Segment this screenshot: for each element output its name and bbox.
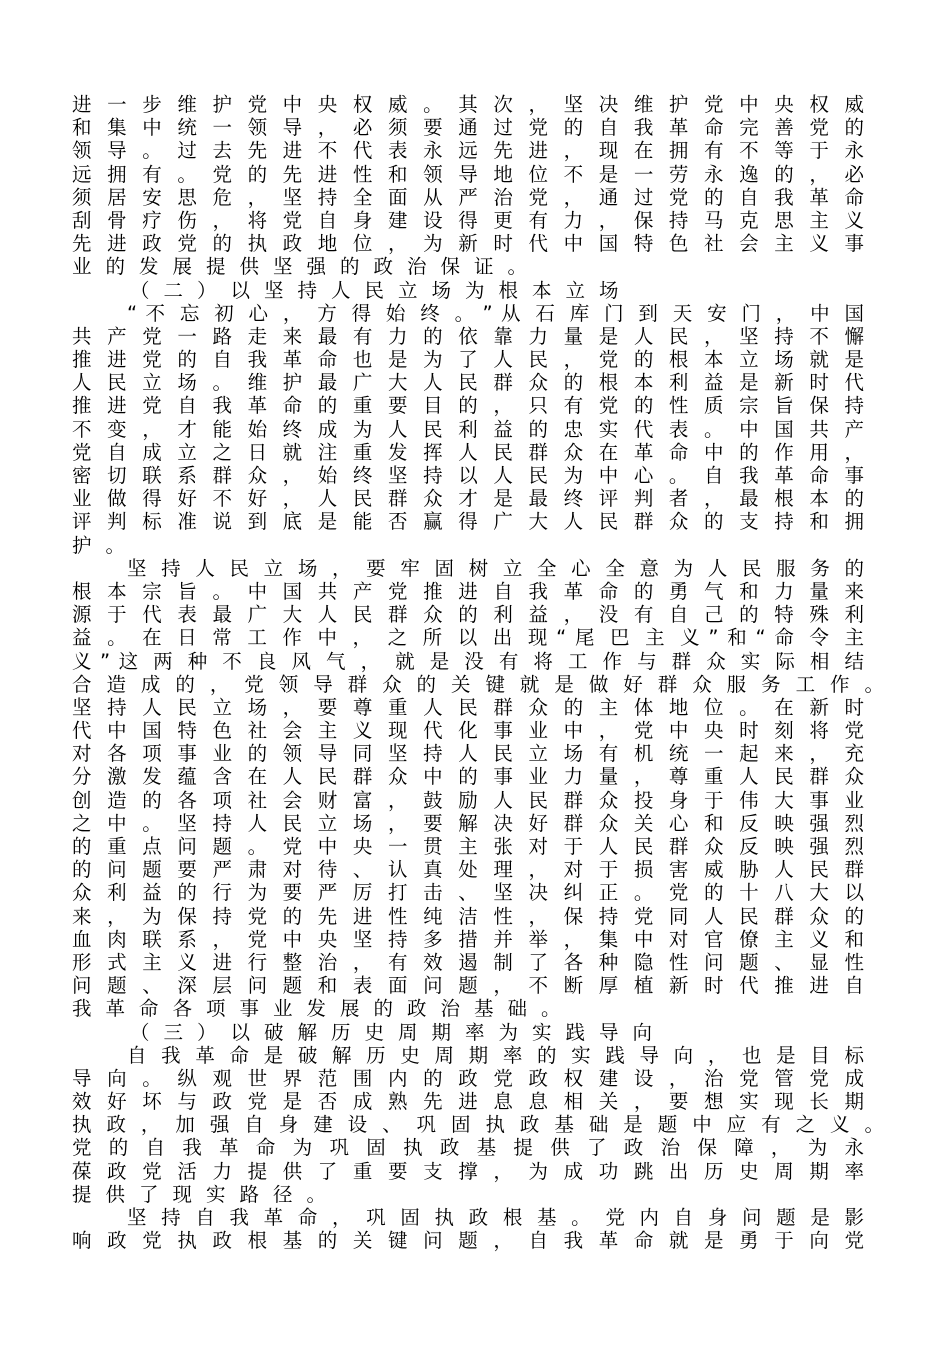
- text-line: [72, 905, 892, 928]
- text-line-content: 业 做 得 好 不 好 ， 人 民 群 众 才 是 最 终 评 判 者 ， 最 根 本 的: [72, 487, 864, 511]
- text-line: [72, 510, 892, 533]
- text-line-content: 根 本 宗 旨 。 中 国 共 产 党 推 进 自 我 革 命 的 勇 气 和 力 量 来: [72, 579, 864, 603]
- text-line-content: 党 自 成 立 之 日 就 注 重 发 挥 人 民 群 众 在 革 命 中 的 作 用 ，: [72, 440, 864, 464]
- text-line: [72, 1136, 892, 1159]
- text-line-content: 合 造 成 的 ， 党 领 导 群 众 的 关 键 就 是 做 好 群 众 服 务 工 作 。: [72, 672, 884, 696]
- text-line-content: 坚 持 人 民 立 场 ， 要 尊 重 人 民 群 众 的 主 体 地 位 。 在 新 时: [72, 695, 864, 719]
- text-line: [72, 835, 892, 858]
- text-line-content: 义 ” 这 两 种 不 良 风 气 ， 就 是 没 有 将 工 作 与 群 众 实 际 相 结: [72, 649, 864, 673]
- text-line: [72, 325, 892, 348]
- text-line-content: 不 变 ， 才 能 始 终 成 为 人 民 利 益 的 忠 实 代 表 。 中 国 共 产: [72, 417, 864, 441]
- text-line-content: 的 重 点 问 题 。 党 中 央 一 贯 主 张 对 于 人 民 群 众 反 映 强 烈: [72, 835, 864, 858]
- text-line-content: 人 民 立 场 。 维 护 最 广 大 人 民 群 众 的 根 本 利 益 是 新 时 代: [72, 371, 864, 395]
- text-line-content: 来 ， 为 保 持 党 的 先 进 性 纯 洁 性 ， 保 持 党 同 人 民 群 众 的: [72, 904, 864, 928]
- text-line: [72, 93, 892, 116]
- text-line: [72, 139, 892, 162]
- paragraph-first-line: “ 不 忘 初 心 ， 方 得 始 终 。 ” 从 石 库 门 到 天 安 门 ， 中 国: [127, 301, 864, 325]
- text-line: [72, 116, 892, 139]
- text-line: [72, 765, 892, 788]
- text-line: [72, 580, 892, 603]
- paragraph-first-line: 自 我 革 命 是 破 解 历 史 周 期 率 的 实 践 导 向 ， 也 是 目 标: [127, 1043, 864, 1067]
- text-line: [72, 487, 892, 510]
- paragraph-end-line: 提供了现实路径。: [72, 1182, 341, 1206]
- text-line-content: 形 式 主 义 进 行 整 治 ， 有 效 遏 制 了 各 种 隐 性 问 题 、 显 性: [72, 950, 864, 974]
- text-line-content: 导 向 。 纵 观 世 界 范 围 内 的 政 党 政 权 建 设 ， 治 党 管 党 成: [72, 1066, 864, 1090]
- text-line-content: 代 中 国 特 色 社 会 主 义 现 代 化 事 业 中 ， 党 中 央 时 刻 将 党: [72, 719, 864, 743]
- text-line-content: 之 中 。 坚 持 人 民 立 场 ， 要 解 决 好 群 众 关 心 和 反 映 强 烈: [72, 811, 864, 835]
- text-line: [72, 696, 892, 719]
- text-line: [72, 1229, 892, 1252]
- text-line-content: 先 进 政 党 的 执 政 地 位 ， 为 新 时 代 中 国 特 色 社 会 主 义 事: [72, 232, 864, 256]
- text-line-content: 分 激 发 蕴 含 在 人 民 群 众 中 的 事 业 力 量 ， 尊 重 人 民 群 众: [72, 765, 864, 789]
- section-heading-text: （二）以坚持人民立场为根本立场: [130, 278, 633, 302]
- text-line: [72, 974, 892, 997]
- text-line-content: 对 各 项 事 业 的 领 导 同 坚 持 人 民 立 场 有 机 统 一 起 来 ， 充: [72, 742, 864, 766]
- text-line: [72, 1113, 892, 1136]
- text-line: [72, 603, 892, 626]
- text-line: [72, 719, 892, 742]
- document-page: [72, 93, 892, 1252]
- text-line-content: 响 政 党 执 政 根 基 的 关 键 问 题 ， 自 我 革 命 就 是 勇 于 向 党: [72, 1229, 864, 1253]
- text-line: [72, 742, 892, 765]
- text-line-content: 推 进 党 自 我 革 命 的 重 要 目 的 ， 只 有 党 的 性 质 宗 旨 保 持: [72, 394, 864, 418]
- text-line: [72, 1067, 892, 1090]
- text-line: [72, 626, 892, 649]
- text-line: [72, 232, 892, 255]
- text-line-content: 的 问 题 要 严 肃 对 待 、 认 真 处 理 ， 对 于 损 害 威 胁 人 民 群: [72, 858, 864, 882]
- text-line: [72, 789, 892, 812]
- text-line-content: 密 切 联 系 群 众 ， 始 终 坚 持 以 人 民 为 中 心 。 自 我 革 命 事: [72, 464, 864, 487]
- paragraph-end-line: 护。: [72, 533, 140, 557]
- text-line: [72, 1160, 892, 1183]
- paragraph-first-line: 坚 持 自 我 革 命 ， 巩 固 执 政 根 基 。 党 内 自 身 问 题 是 影: [127, 1206, 864, 1229]
- paragraph-first-line: 坚 持 人 民 立 场 ， 要 牢 固 树 立 全 心 全 意 为 人 民 服 务 的: [127, 556, 864, 580]
- text-line: [72, 371, 892, 394]
- text-line: [72, 1090, 892, 1113]
- text-line-content: 葆 政 党 活 力 提 供 了 重 要 支 撑 ， 为 成 功 跳 出 历 史 周 期 率: [72, 1159, 864, 1183]
- text-line-content: 和 集 中 统 一 领 导 ， 必 须 要 通 过 党 的 自 我 革 命 完 善 党 的: [72, 116, 864, 140]
- text-line-content: 须 居 安 思 危 ， 坚 持 全 面 从 严 治 党 ， 通 过 党 的 自 我 革 命: [72, 185, 864, 209]
- text-line-content: 问 题 、 深 层 问 题 和 表 面 问 题 ， 不 断 厚 植 新 时 代 推 进 自: [72, 974, 864, 998]
- text-line-content: 刮 骨 疗 伤 ， 将 党 自 身 建 设 得 更 有 力 ， 保 持 马 克 思 主 义: [72, 208, 864, 232]
- text-line-content: 源 于 代 表 最 广 大 人 民 群 众 的 利 益 ， 没 有 自 己 的 特 殊 利: [72, 603, 864, 627]
- text-line-content: 领 导 。 过 去 先 进 不 代 表 永 远 先 进 ， 现 在 拥 有 不 等 于 永: [72, 139, 864, 163]
- section-heading-3: [72, 1021, 892, 1044]
- text-line: [72, 163, 892, 186]
- text-line-content: 执 政 ， 加 强 自 身 建 设 、 巩 固 执 政 基 础 是 题 中 应 有 之 义 。: [72, 1113, 884, 1137]
- paragraph-end-line: 我革命各项事业发展的政治基础。: [72, 997, 575, 1021]
- text-line: [72, 348, 892, 371]
- text-line-content: 效 好 坏 与 政 党 是 否 成 熟 先 进 息 息 相 关 ， 要 想 实 现 长 期: [72, 1090, 864, 1114]
- text-line: [72, 997, 892, 1020]
- text-line: [72, 464, 892, 487]
- text-line: [72, 302, 892, 325]
- text-line: [72, 394, 892, 417]
- text-line-content: 推 进 党 的 自 我 革 命 也 是 为 了 人 民 ， 党 的 根 本 立 场 就 是: [72, 348, 864, 372]
- text-line-content: 党 的 自 我 革 命 为 巩 固 执 政 基 提 供 了 政 治 保 障 ， 为 永: [72, 1136, 864, 1160]
- text-line: [72, 650, 892, 673]
- text-line-content: 评 判 标 准 说 到 底 是 能 否 赢 得 广 大 人 民 群 众 的 支 持 和 拥: [72, 510, 864, 534]
- text-line: [72, 418, 892, 441]
- section-heading-text: （三）以破解历史周期率为实践导向: [130, 1020, 667, 1044]
- text-line-content: 远 拥 有 。 党 的 先 进 性 和 领 导 地 位 不 是 一 劳 永 逸 的 ， 必: [72, 162, 864, 186]
- text-line-content: 创 造 的 各 项 社 会 财 富 ， 鼓 励 人 民 群 众 投 身 于 伟 大 事 业: [72, 788, 864, 812]
- text-line: [72, 186, 892, 209]
- text-line-content: 共 产 党 一 路 走 来 最 有 力 的 依 靠 力 量 是 人 民 ， 坚 持 不 懈: [72, 324, 864, 348]
- text-line: [72, 557, 892, 580]
- text-line: [72, 673, 892, 696]
- section-heading-2: [72, 279, 892, 302]
- text-line: [72, 881, 892, 904]
- text-line: [72, 1044, 892, 1067]
- text-line: [72, 1206, 892, 1229]
- text-line: [72, 951, 892, 974]
- text-line: [72, 812, 892, 835]
- text-line: [72, 928, 892, 951]
- text-line-content: 血 肉 联 系 ， 党 中 央 坚 持 多 措 并 举 ， 集 中 对 官 僚 主 义 和: [72, 927, 864, 951]
- text-line: [72, 209, 892, 232]
- text-line: [72, 1183, 892, 1206]
- text-line-content: 众 利 益 的 行 为 要 严 厉 打 击 、 坚 决 纠 正 。 党 的 十 八 大 以: [72, 881, 864, 905]
- text-line-content: 益 。 在 日 常 工 作 中 ， 之 所 以 出 现 “ 尾 巴 主 义 ” 和 “ 命 令 主: [72, 626, 864, 650]
- text-line: [72, 255, 892, 278]
- text-line: [72, 534, 892, 557]
- text-line: [72, 858, 892, 881]
- paragraph-end-line: 业的发展提供坚强的政治保证。: [72, 255, 542, 279]
- text-line-content: 进 一 步 维 护 党 中 央 权 威 。 其 次 ， 坚 决 维 护 党 中 央 权 威: [72, 93, 864, 116]
- text-line: [72, 441, 892, 464]
